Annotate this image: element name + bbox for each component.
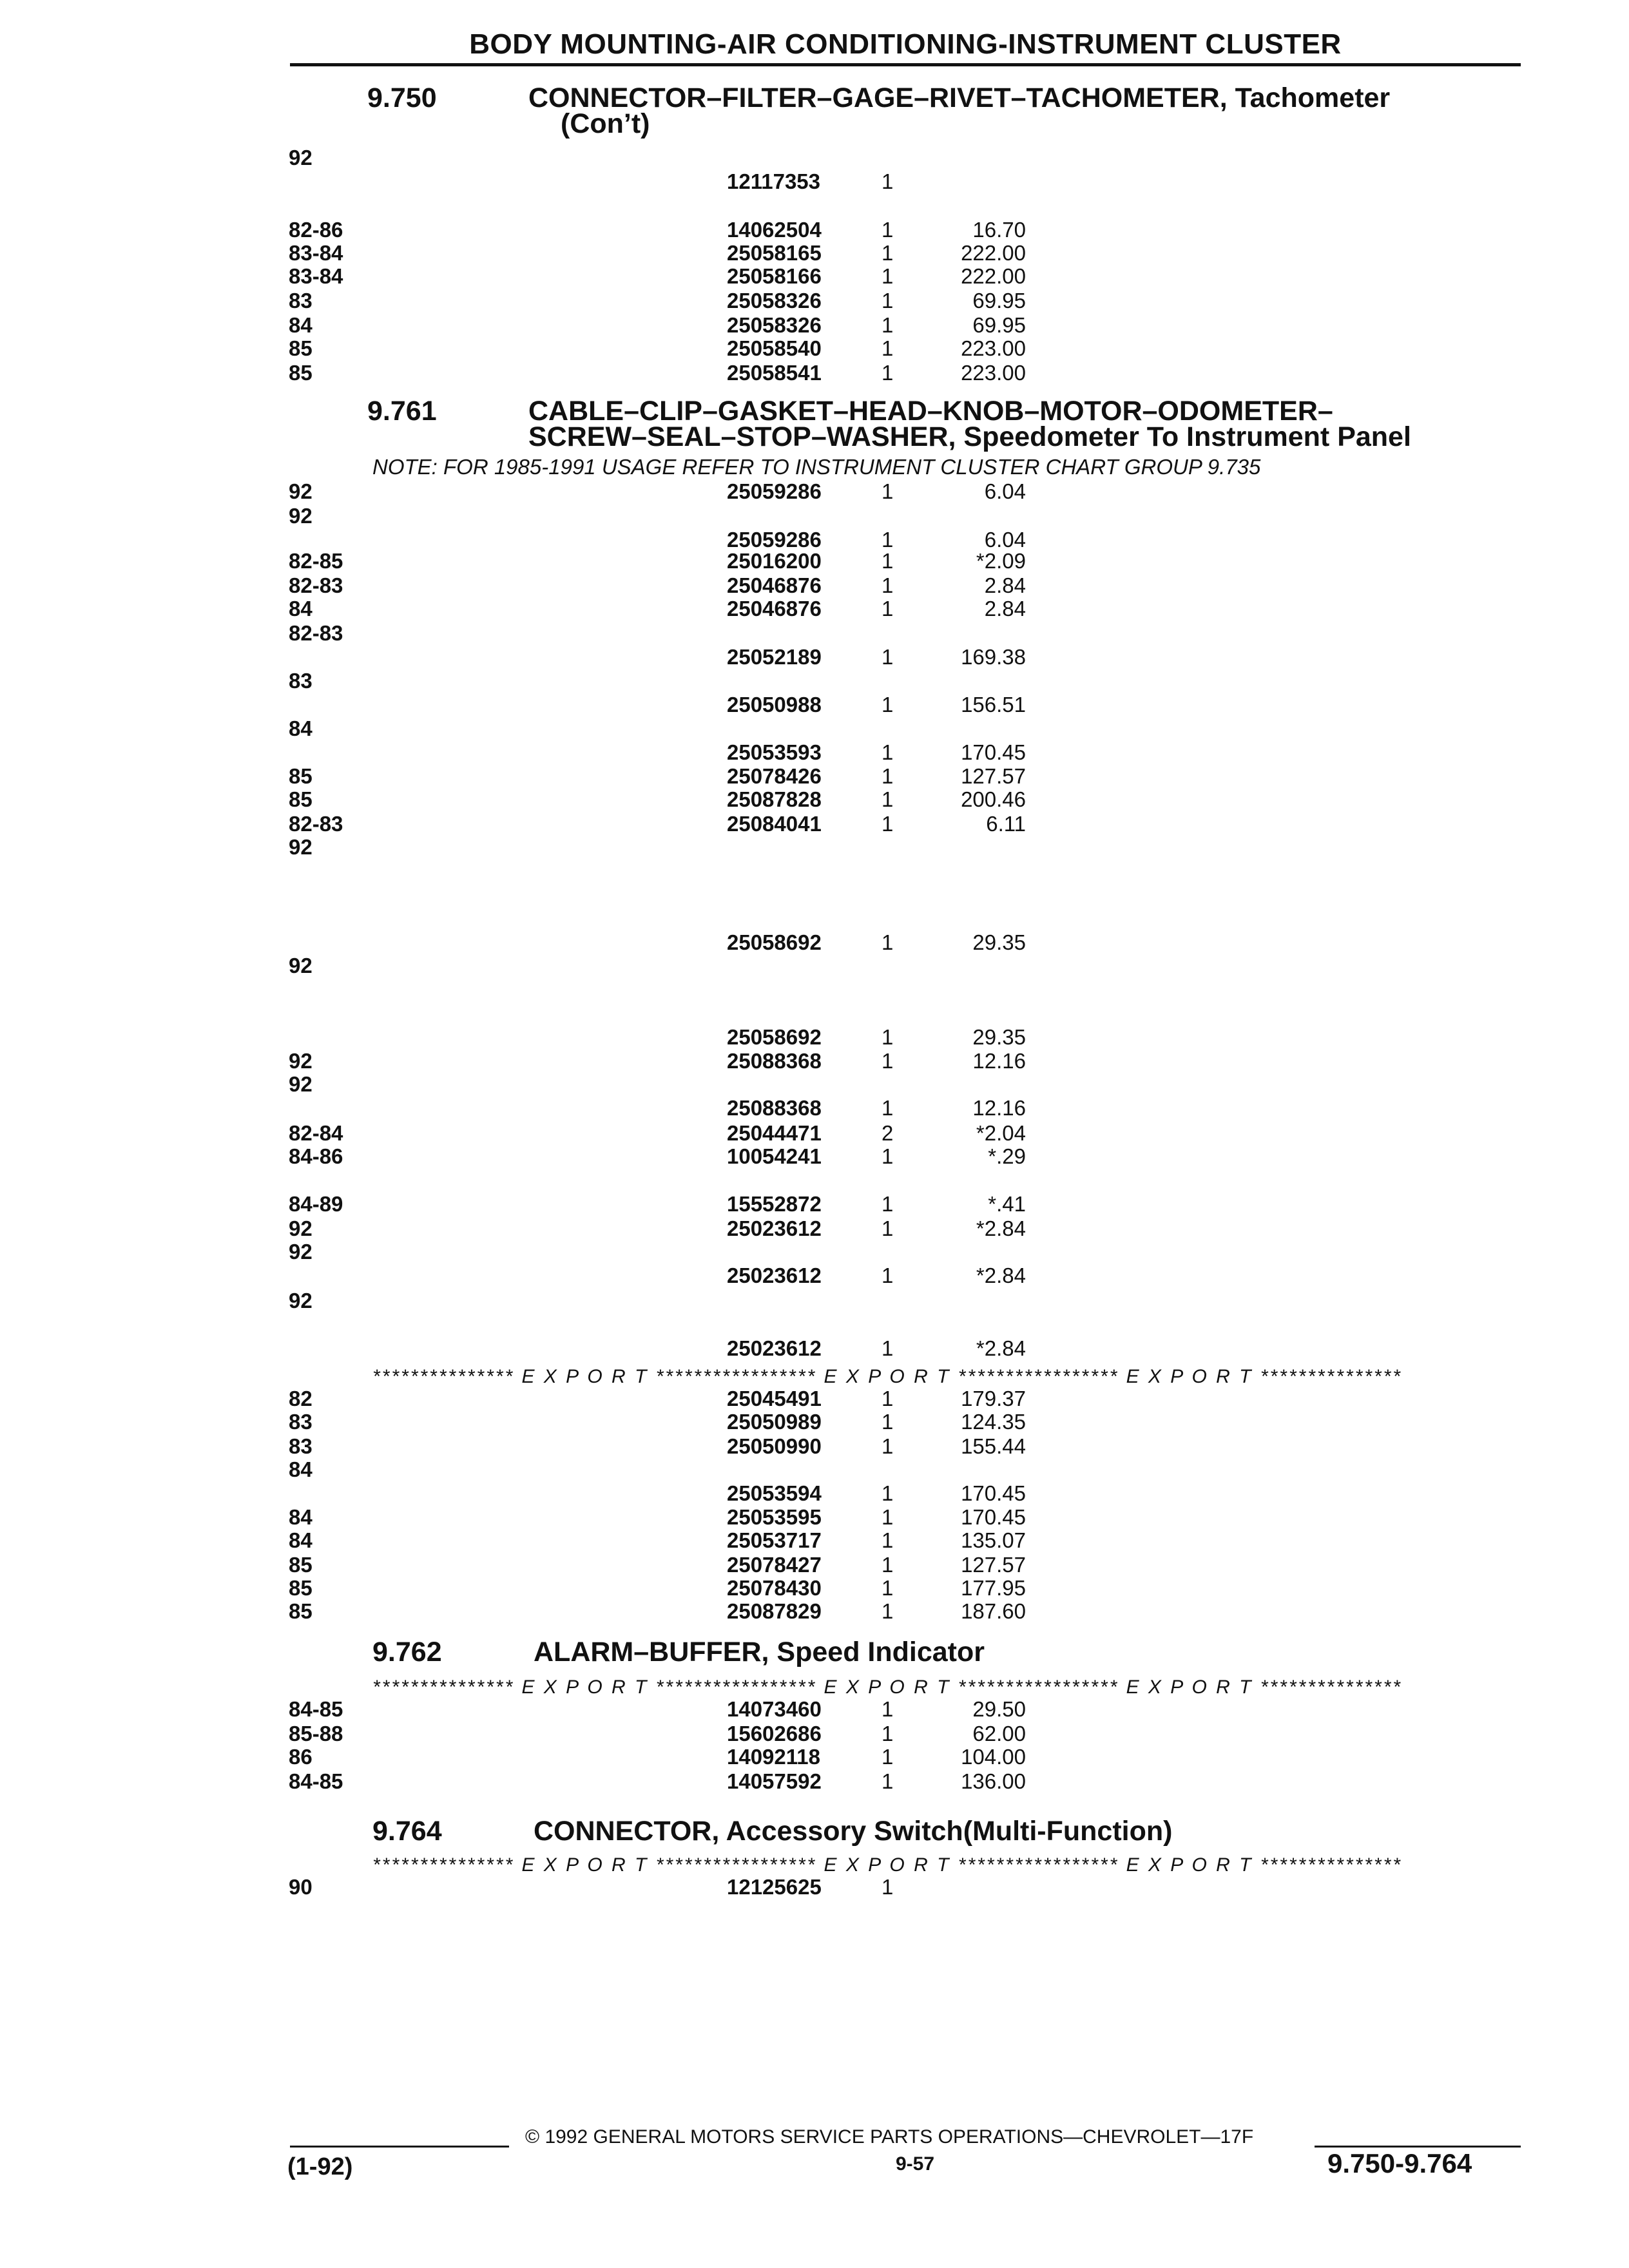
price: 222.00 — [961, 241, 1026, 265]
quantity: 1 — [882, 740, 894, 764]
quantity: 1 — [882, 1025, 894, 1049]
price: 187.60 — [961, 1599, 1026, 1623]
model-year: 83 — [289, 1434, 313, 1458]
price: 104.00 — [961, 1745, 1026, 1769]
footer-page-number: 9-57 — [896, 2153, 935, 2175]
price: 127.57 — [961, 1553, 1026, 1577]
quantity: 1 — [882, 1049, 894, 1073]
part-number: 25078427 — [727, 1553, 822, 1577]
section-name: CONNECTOR–FILTER–GAGE–RIVET–TACHOMETER, Tachometer — [528, 82, 1391, 113]
quantity: 1 — [882, 1553, 894, 1577]
price: *2.84 — [976, 1216, 1026, 1240]
price: 62.00 — [972, 1722, 1026, 1745]
model-year: 82-83 — [289, 812, 343, 836]
model-year: 82-85 — [289, 549, 343, 573]
price: *.41 — [988, 1192, 1026, 1216]
model-year: 85 — [289, 1599, 313, 1623]
quantity: 1 — [882, 1599, 894, 1623]
price: 127.57 — [961, 764, 1026, 788]
part-number: 14092118 — [727, 1745, 821, 1769]
quantity: 1 — [882, 597, 894, 620]
model-year: 83-84 — [289, 264, 343, 288]
section-name: CABLE–CLIP–GASKET–HEAD–KNOB–MOTOR–ODOMETER– — [528, 396, 1333, 427]
price: 135.07 — [961, 1528, 1026, 1552]
price: *.29 — [988, 1144, 1026, 1168]
quantity: 1 — [882, 812, 894, 836]
part-number: 25045491 — [727, 1387, 822, 1410]
part-number: 25058326 — [727, 313, 822, 337]
model-year: 83 — [289, 669, 313, 693]
part-number: 25058692 — [727, 1025, 822, 1049]
export-divider: *************** E X P O R T ***************** E X P O R T ***************** E X P O R T *************** — [372, 1854, 1402, 1876]
model-year: 84 — [289, 716, 313, 740]
model-year: 84-85 — [289, 1697, 343, 1721]
quantity: 1 — [882, 218, 894, 242]
quantity: 1 — [882, 930, 894, 954]
price: 6.11 — [986, 812, 1026, 836]
part-number: 25050988 — [727, 693, 822, 716]
model-year: 92 — [289, 1240, 313, 1264]
price: *2.84 — [976, 1336, 1026, 1360]
price: 223.00 — [961, 361, 1026, 385]
part-number: 25053595 — [727, 1505, 822, 1529]
price: 6.04 — [984, 528, 1026, 552]
part-number: 14062504 — [727, 218, 822, 242]
price: 124.35 — [961, 1410, 1026, 1434]
part-number: 25052189 — [727, 645, 822, 669]
model-year: 92 — [289, 1289, 313, 1312]
part-number: 25050989 — [727, 1410, 822, 1434]
part-number: 25044471 — [727, 1121, 822, 1145]
model-year: 92 — [289, 1049, 313, 1073]
model-year: 85 — [289, 764, 313, 788]
model-year: 82-86 — [289, 218, 343, 242]
quantity: 1 — [882, 264, 894, 288]
model-year: 85 — [289, 1553, 313, 1577]
quantity: 1 — [882, 1387, 894, 1410]
quantity: 1 — [882, 1576, 894, 1600]
model-year: 84 — [289, 1457, 313, 1481]
section-subtitle: SCREW–SEAL–STOP–WASHER, Speedometer To Instrument Panel — [528, 421, 1411, 452]
price: 2.84 — [984, 573, 1026, 597]
quantity: 1 — [882, 336, 894, 360]
price: 169.38 — [961, 645, 1026, 669]
part-number: 25058326 — [727, 289, 822, 312]
quantity: 1 — [882, 1336, 894, 1360]
part-number: 25046876 — [727, 573, 822, 597]
part-number: 25059286 — [727, 479, 822, 503]
price: 29.50 — [972, 1697, 1026, 1721]
quantity: 1 — [882, 361, 894, 385]
model-year: 92 — [289, 835, 313, 859]
price: 170.45 — [961, 740, 1026, 764]
model-year: 82-84 — [289, 1121, 343, 1145]
price: 170.45 — [961, 1481, 1026, 1505]
part-number: 12125625 — [727, 1875, 822, 1899]
section-name: CONNECTOR, Accessory Switch(Multi-Function) — [534, 1816, 1173, 1847]
quantity: 1 — [882, 1697, 894, 1721]
model-year: 83 — [289, 289, 313, 312]
model-year: 83-84 — [289, 241, 343, 265]
quantity: 1 — [882, 645, 894, 669]
price: 136.00 — [961, 1769, 1026, 1793]
model-year: 92 — [289, 146, 313, 169]
part-number: 25058165 — [727, 241, 822, 265]
price: *2.04 — [976, 1121, 1026, 1145]
price: 2.84 — [984, 597, 1026, 620]
model-year: 83 — [289, 1410, 313, 1434]
page-header: BODY MOUNTING-AIR CONDITIONING-INSTRUMENT CLUSTER — [469, 28, 1342, 60]
quantity: 1 — [882, 1216, 894, 1240]
footer-rule-left — [290, 2146, 509, 2148]
price: 222.00 — [961, 264, 1026, 288]
part-number: 25023612 — [727, 1336, 822, 1360]
price: 179.37 — [961, 1387, 1026, 1410]
part-number: 25087828 — [727, 787, 822, 811]
export-divider: *************** E X P O R T ***************** E X P O R T ***************** E X P O R T *************** — [372, 1366, 1402, 1387]
part-number: 25058692 — [727, 930, 822, 954]
quantity: 1 — [882, 1769, 894, 1793]
price: 69.95 — [972, 313, 1026, 337]
part-number: 25087829 — [727, 1599, 822, 1623]
price: 170.45 — [961, 1505, 1026, 1529]
part-number: 25058540 — [727, 336, 822, 360]
quantity: 1 — [882, 549, 894, 573]
part-number: 25023612 — [727, 1264, 822, 1287]
section-subtitle: (Con’t) — [561, 108, 650, 139]
part-number: 25059286 — [727, 528, 822, 552]
model-year: 84-89 — [289, 1192, 343, 1216]
model-year: 86 — [289, 1745, 313, 1769]
section-name: ALARM–BUFFER, Speed Indicator — [534, 1637, 985, 1667]
model-year: 90 — [289, 1875, 313, 1899]
header-rule — [290, 63, 1521, 66]
quantity: 1 — [882, 693, 894, 716]
price: 177.95 — [961, 1576, 1026, 1600]
part-number: 25058166 — [727, 264, 822, 288]
price: *2.09 — [976, 549, 1026, 573]
quantity: 1 — [882, 1875, 894, 1899]
part-number: 15602686 — [727, 1722, 822, 1745]
model-year: 92 — [289, 954, 313, 977]
quantity: 1 — [882, 289, 894, 312]
part-number: 10054241 — [727, 1144, 822, 1168]
model-year: 84-85 — [289, 1769, 343, 1793]
quantity: 1 — [882, 1434, 894, 1458]
part-number: 14073460 — [727, 1697, 822, 1721]
part-number: 25084041 — [727, 812, 822, 836]
usage-note: NOTE: FOR 1985-1991 USAGE REFER TO INSTRUMENT CLUSTER CHART GROUP 9.735 — [372, 455, 1261, 479]
model-year: 84 — [289, 597, 313, 620]
model-year: 85-88 — [289, 1722, 343, 1745]
part-number: 25046876 — [727, 597, 822, 620]
price: 200.46 — [961, 787, 1026, 811]
price: 12.16 — [972, 1096, 1026, 1120]
footer-rule-right — [1315, 2146, 1521, 2148]
price: 29.35 — [972, 1025, 1026, 1049]
part-number: 25016200 — [727, 549, 822, 573]
price: *2.84 — [976, 1264, 1026, 1287]
part-number: 25088368 — [727, 1096, 822, 1120]
price: 29.35 — [972, 930, 1026, 954]
section-number: 9.764 — [372, 1816, 442, 1847]
model-year: 85 — [289, 1576, 313, 1600]
price: 16.70 — [972, 218, 1026, 242]
part-number: 25053593 — [727, 740, 822, 764]
quantity: 1 — [882, 1192, 894, 1216]
part-number: 15552872 — [727, 1192, 822, 1216]
model-year: 85 — [289, 336, 313, 360]
quantity: 2 — [882, 1121, 894, 1145]
model-year: 84-86 — [289, 1144, 343, 1168]
model-year: 84 — [289, 313, 313, 337]
quantity: 1 — [882, 1505, 894, 1529]
part-number: 14057592 — [727, 1769, 822, 1793]
footer-date: (1-92) — [287, 2153, 353, 2180]
quantity: 1 — [882, 479, 894, 503]
price: 69.95 — [972, 289, 1026, 312]
model-year: 84 — [289, 1505, 313, 1529]
quantity: 1 — [882, 787, 894, 811]
part-number: 25078426 — [727, 764, 822, 788]
part-number: 25053717 — [727, 1528, 822, 1552]
quantity: 1 — [882, 1410, 894, 1434]
section-number: 9.750 — [367, 82, 437, 113]
quantity: 1 — [882, 241, 894, 265]
quantity: 1 — [882, 169, 894, 193]
section-number: 9.762 — [372, 1637, 442, 1667]
quantity: 1 — [882, 1745, 894, 1769]
part-number: 12117353 — [727, 169, 821, 193]
part-number: 25053594 — [727, 1481, 822, 1505]
footer-copyright: © 1992 GENERAL MOTORS SERVICE PARTS OPERATIONS—CHEVROLET—17F — [525, 2126, 1254, 2148]
quantity: 1 — [882, 1528, 894, 1552]
price: 223.00 — [961, 336, 1026, 360]
quantity: 1 — [882, 764, 894, 788]
quantity: 1 — [882, 1481, 894, 1505]
quantity: 1 — [882, 573, 894, 597]
part-number: 25058541 — [727, 361, 822, 385]
model-year: 85 — [289, 361, 313, 385]
price: 155.44 — [961, 1434, 1026, 1458]
quantity: 1 — [882, 1722, 894, 1745]
model-year: 82-83 — [289, 573, 343, 597]
model-year: 92 — [289, 479, 313, 503]
quantity: 1 — [882, 1144, 894, 1168]
part-number: 25050990 — [727, 1434, 822, 1458]
price: 6.04 — [984, 479, 1026, 503]
model-year: 92 — [289, 504, 313, 528]
model-year: 92 — [289, 1072, 313, 1096]
part-number: 25023612 — [727, 1216, 822, 1240]
export-divider: *************** E X P O R T ***************** E X P O R T ***************** E X P O R T *************** — [372, 1677, 1402, 1698]
quantity: 1 — [882, 313, 894, 337]
model-year: 85 — [289, 787, 313, 811]
footer-section-range: 9.750-9.764 — [1327, 2148, 1472, 2178]
part-number: 25088368 — [727, 1049, 822, 1073]
section-number: 9.761 — [367, 396, 437, 427]
model-year: 82-83 — [289, 621, 343, 645]
price: 156.51 — [961, 693, 1026, 716]
price: 12.16 — [972, 1049, 1026, 1073]
model-year: 82 — [289, 1387, 313, 1410]
quantity: 1 — [882, 1096, 894, 1120]
part-number: 25078430 — [727, 1576, 822, 1600]
quantity: 1 — [882, 528, 894, 552]
model-year: 84 — [289, 1528, 313, 1552]
quantity: 1 — [882, 1264, 894, 1287]
model-year: 92 — [289, 1216, 313, 1240]
